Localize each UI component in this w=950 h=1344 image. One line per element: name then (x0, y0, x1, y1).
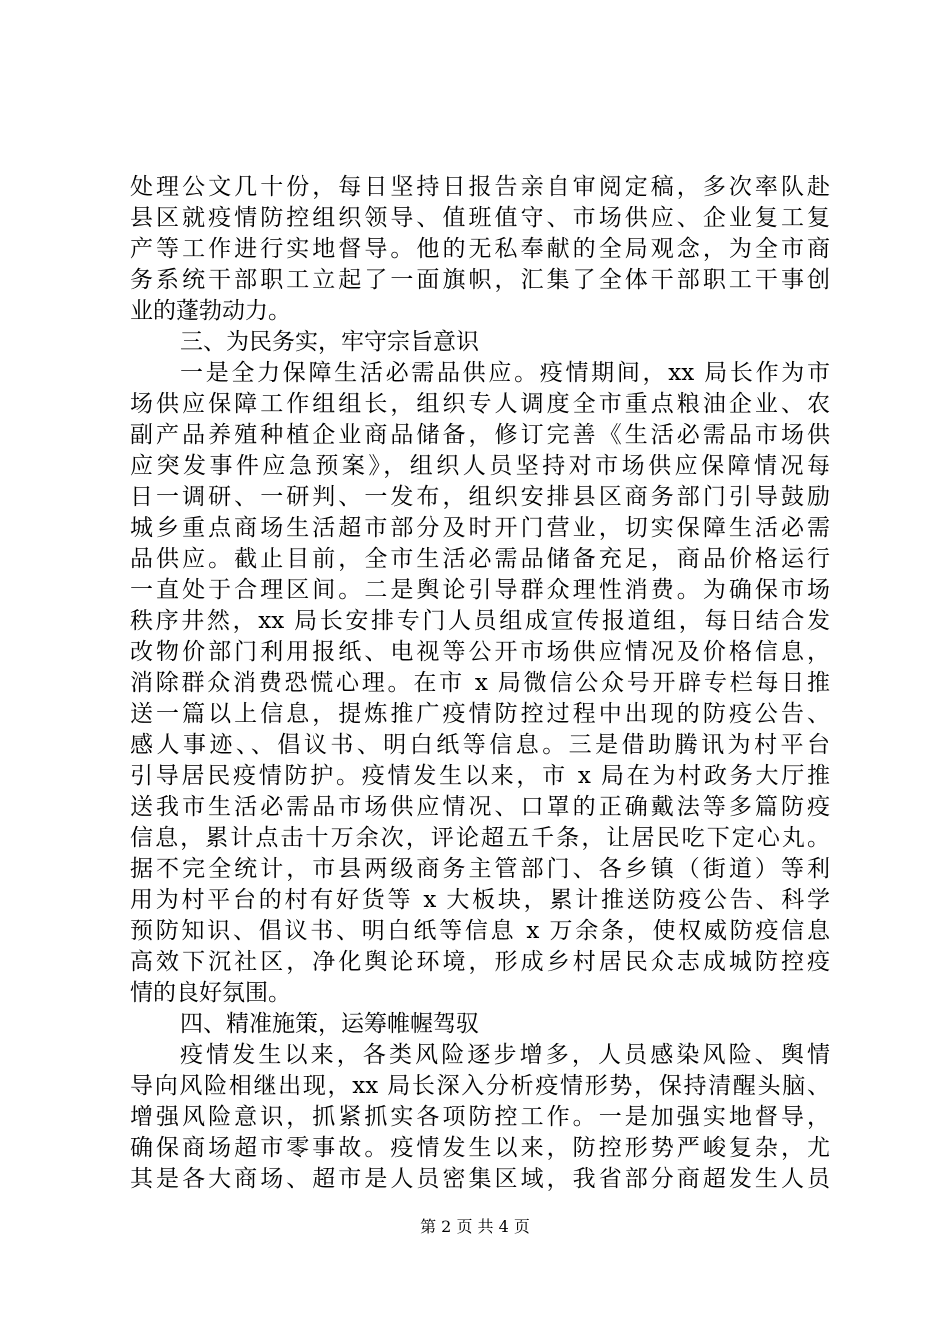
text-line: 引导居民疫情防护。疫情发生以来，市 x 局在为村政务大厅推 (130, 763, 830, 789)
text-line: 秩序井然，xx 局长安排专门人员组成宣传报道组，每日结合发 (130, 608, 830, 634)
text-line: 四、精准施策，运筹帷幄驾驭 (180, 1011, 479, 1037)
text-line: 用为村平台的村有好货等 x 大板块，累计推送防疫公告、科学 (130, 887, 830, 913)
text-line: 送我市生活必需品市场供应情况、口罩的正确戴法等多篇防疫 (130, 794, 830, 820)
text-line: 城乡重点商场生活超市部分及时开门营业，切实保障生活必需 (130, 515, 830, 541)
text-line: 处理公文几十份，每日坚持日报告亲自审阅定稿，多次率队赴 (130, 174, 830, 200)
text-line: 信息，累计点击十万余次，评论超五千条，让居民吃下定心丸。 (130, 825, 830, 851)
text-line: 三、为民务实，牢守宗旨意识 (180, 329, 479, 355)
document-body (130, 172, 830, 1195)
text-line: 消除群众消费恐慌心理。在市 x 局微信公众号开辟专栏每日推 (130, 670, 830, 696)
text-line: 导向风险相继出现，xx 局长深入分析疫情形势，保持清醒头脑、 (130, 1073, 830, 1099)
text-line: 一是全力保障生活必需品供应。疫情期间，xx 局长作为市 (180, 360, 830, 386)
text-line: 情的良好氛围。 (130, 980, 291, 1006)
page-number-footer: 第 2 页 共 4 页 (420, 1217, 530, 1236)
text-line: 疫情发生以来，各类风险逐步增多，人员感染风险、舆情 (180, 1042, 830, 1068)
text-line: 改物价部门利用报纸、电视等公开市场供应情况及价格信息， (130, 639, 830, 665)
text-line: 其是各大商场、超市是人员密集区域，我省部分商超发生人员 (130, 1166, 830, 1192)
text-line: 日一调研、一研判、一发布，组织安排县区商务部门引导鼓励 (130, 484, 830, 510)
text-line: 送一篇以上信息，提炼推广疫情防控过程中出现的防疫公告、 (130, 701, 830, 727)
text-line: 感人事迹、、倡议书、明白纸等信息。三是借助腾讯为村平台 (130, 732, 830, 758)
text-line: 增强风险意识，抓紧抓实各项防控工作。一是加强实地督导， (130, 1104, 830, 1130)
text-line: 一直处于合理区间。二是舆论引导群众理性消费。为确保市场 (130, 577, 830, 603)
text-line: 业的蓬勃动力。 (130, 298, 291, 324)
text-line: 据不完全统计，市县两级商务主管部门、各乡镇（街道）等利 (130, 856, 830, 882)
text-line: 高效下沉社区，净化舆论环境，形成乡村居民众志成城防控疫 (130, 949, 830, 975)
text-line: 县区就疫情防控组织领导、值班值守、市场供应、企业复工复 (130, 205, 830, 231)
text-line: 品供应。截止目前，全市生活必需品储备充足，商品价格运行 (130, 546, 830, 572)
text-line: 场供应保障工作组组长，组织专人调度全市重点粮油企业、农 (130, 391, 830, 417)
text-line: 副产品养殖种植企业商品储备，修订完善《生活必需品市场供 (130, 422, 830, 448)
text-line: 预防知识、倡议书、明白纸等信息 x 万余条，使权威防疫信息 (130, 918, 830, 944)
text-line: 务系统干部职工立起了一面旗帜，汇集了全体干部职工干事创 (130, 267, 830, 293)
text-line: 产等工作进行实地督导。他的无私奉献的全局观念，为全市商 (130, 236, 830, 262)
text-line: 确保商场超市零事故。疫情发生以来，防控形势严峻复杂，尤 (130, 1135, 830, 1161)
text-line: 应突发事件应急预案》，组织人员坚持对市场供应保障情况每 (130, 453, 830, 479)
